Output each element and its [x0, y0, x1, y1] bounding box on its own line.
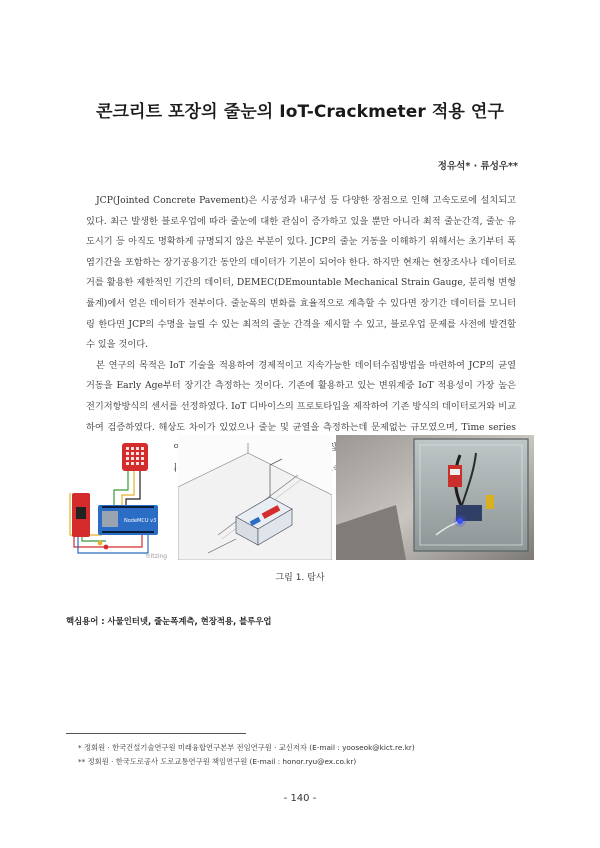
page-number: - 140 -: [283, 793, 317, 804]
red-module: [448, 465, 462, 487]
battery: [486, 495, 494, 509]
module-label: [450, 469, 460, 475]
footnote: * 정회원 · 한국건설기술연구원 미래융합연구본부 전임연구원 · 교신저자 (E-mail : yooseok@kict.re.kr): [78, 743, 415, 752]
board-label: NodeMCU v3: [124, 518, 157, 524]
adc-chip: [76, 507, 86, 519]
installation-sketch-svg: [178, 435, 332, 560]
led: [98, 541, 103, 546]
footnotes: [78, 741, 415, 768]
installation-sketch: [178, 435, 332, 560]
fritzing-wiring-diagram: [66, 435, 174, 560]
keywords: 핵심용어 : 사물인터넷, 줄눈폭계측, 현장적용, 블루우업: [66, 616, 272, 626]
enclosure-box: [414, 439, 528, 551]
wiring-diagram-svg: [66, 435, 174, 560]
abstract-paragraph: 본 연구의 목적은 IoT 기술을 적용하여 경제적이고 지속가능한 데이터수집방법을 마련하여 JCP의 균열 거동을 Early Age부터 장기간 측정하는 것이다. 기존에 활용하고 있는 변위계중 IoT 적용성이 가장 높은 전기저항방식의 센서를 선정하였다. IoT 디바이스의 프로토타입을 제작하여 기존 방식의 데이터로거와 비교하여 검증하였다. 해상도 차이가 있었으나 줄눈 및 균열을 측정하는데 문제없는 규모였으며, Time series: [86, 359, 516, 433]
figure-1: [66, 435, 534, 560]
led: [104, 545, 109, 550]
status-led-glow: [454, 515, 466, 527]
footnote-divider: [66, 733, 246, 734]
figure-caption: 그림 1. 탐사: [275, 573, 325, 583]
abstract-paragraph: JCP(Jointed Concrete Pavement)은 시공성과 내구성 등 다양한 장점으로 인해 고속도로에 설치되고 있다. 최근 발생한 블로우업에 따라 줄눈에 대한 관심이 증가하고 있을 뿐만 아니라 최적 줄눈간격, 줄눈 유도시기 등 아직도 명확하게 규명되지 않은 부분이 있다. JCP의 줄눈 거동을 이해하기 위해서는 초기부터 폭염기간을 포함하는 장기공용기간 동안의 데이터가 기본이 되어야 한다. 하지만 현재는 현장조사나 데이터로거를 활용한 제한적인 기간의 데이터, DEMEC(DEmountable Mechanical Strain Gauge, 분리형 변형률계)에서 얻은 데이터가 전부이다. 줄눈폭의 변화를 효율적으로 계측할 수 있다면 장기간 데이터를 모니터링 한다면 JCP의 수명을 늘릴 수 있는 최적의 줄눈 간격을 제시할 수 있고, 블로우업 문제를 사전에 발견할 수 있을 것이다.: [86, 195, 516, 351]
field-photo-svg: [336, 435, 534, 560]
field-installation-photo: [336, 435, 534, 560]
paper-title: 콘크리트 포장의 줄눈의 IoT-Crackmeter 적용 연구: [96, 102, 504, 122]
footnote: ** 정회원 · 한국도로공사 도로교통연구원 책임연구원 (E-mail : honor.ryu@ex.co.kr): [78, 756, 357, 766]
sensor-module: [122, 443, 148, 471]
fritzing-label: fritzing: [146, 553, 168, 560]
author-list: 정유석* · 류성우**: [437, 161, 518, 172]
wifi-chip: [102, 511, 118, 527]
